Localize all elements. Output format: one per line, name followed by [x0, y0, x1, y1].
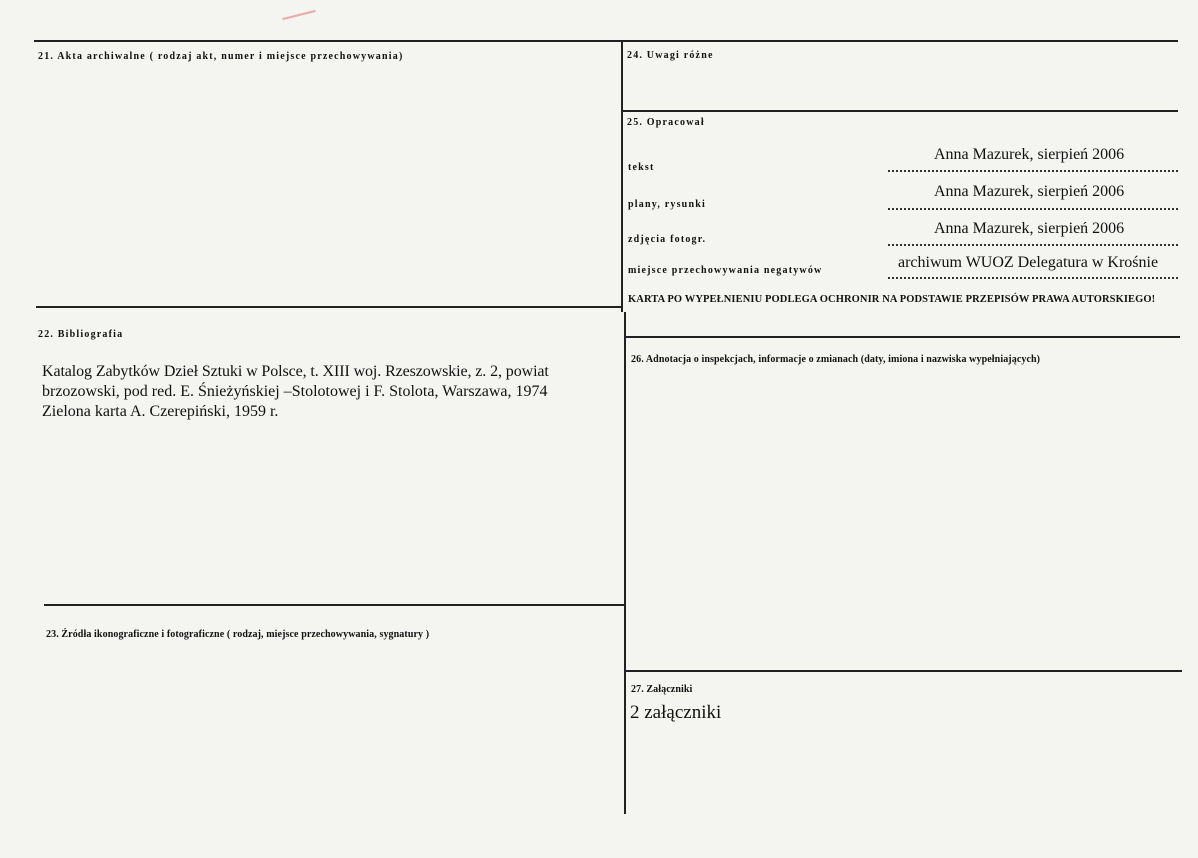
section-21-label: 21. Akta archiwalne ( rodzaj akt, numer i miejsce przechowywania): [38, 51, 404, 62]
pen-mark: [282, 10, 315, 20]
row-zdjecia-label: zdjęcia fotogr.: [628, 234, 707, 245]
top-border: [34, 40, 1178, 42]
row-zdjecia-value: Anna Mazurek, sierpień 2006: [934, 220, 1125, 237]
bibliography-line-1: Katalog Zabytków Dzieł Sztuki w Polsce, t. XIII woj. Rzeszowskie, z. 2, powiat: [42, 363, 549, 380]
row-tekst-label: tekst: [628, 162, 655, 173]
section-24-label: 24. Uwagi różne: [627, 50, 714, 61]
row-plany-value: Anna Mazurek, sierpień 2006: [934, 183, 1125, 200]
row-tekst-dotted-line: [888, 170, 1178, 172]
divider-26-27: [626, 670, 1182, 672]
divider-24-25: [622, 110, 1178, 112]
section-23-label: 23. Źródła ikonograficzne i fotograficzne ( rodzaj, miejsce przechowywania, sygnatury ): [46, 629, 430, 640]
attachments-value: 2 załączniki: [630, 702, 722, 723]
row-plany-dotted-line: [888, 208, 1178, 210]
copyright-notice: KARTA PO WYPEŁNIENIU PODLEGA OCHRONIR NA PODSTAWIE PRZEPISÓW PRAWA AUTORSKIEGO!: [628, 294, 1156, 305]
row-plany-label: plany, rysunki: [628, 199, 706, 210]
section-26-label: 26. Adnotacja o inspekcjach, informacje o zmianach (daty, imiona i nazwiska wypełniających): [631, 354, 1041, 365]
row-negatywy-label: miejsce przechowywania negatywów: [628, 265, 823, 276]
bibliography-line-3: Zielona karta A. Czerepiński, 1959 r.: [42, 403, 279, 420]
section-22-label: 22. Bibliografia: [38, 329, 124, 340]
row-zdjecia-dotted-line: [888, 244, 1178, 246]
divider-22-23: [44, 604, 624, 606]
middle-divider-upper: [621, 40, 623, 312]
bibliography-text: [42, 362, 622, 422]
divider-21-22: [36, 306, 622, 308]
row-negatywy-dotted-line: [888, 277, 1178, 279]
row-negatywy-value: archiwum WUOZ Delegatura w Krośnie: [898, 254, 1159, 271]
row-tekst-value: Anna Mazurek, sierpień 2006: [934, 146, 1125, 163]
middle-divider-lower: [624, 312, 626, 814]
bibliography-line-2: brzozowski, pod red. E. Śnieżyńskiej –Stolotowej i F. Stolota, Warszawa, 1974: [42, 383, 548, 400]
section-27-label: 27. Załączniki: [631, 684, 693, 695]
divider-25-26: [624, 336, 1180, 338]
section-25-label: 25. Opracował: [627, 117, 705, 128]
